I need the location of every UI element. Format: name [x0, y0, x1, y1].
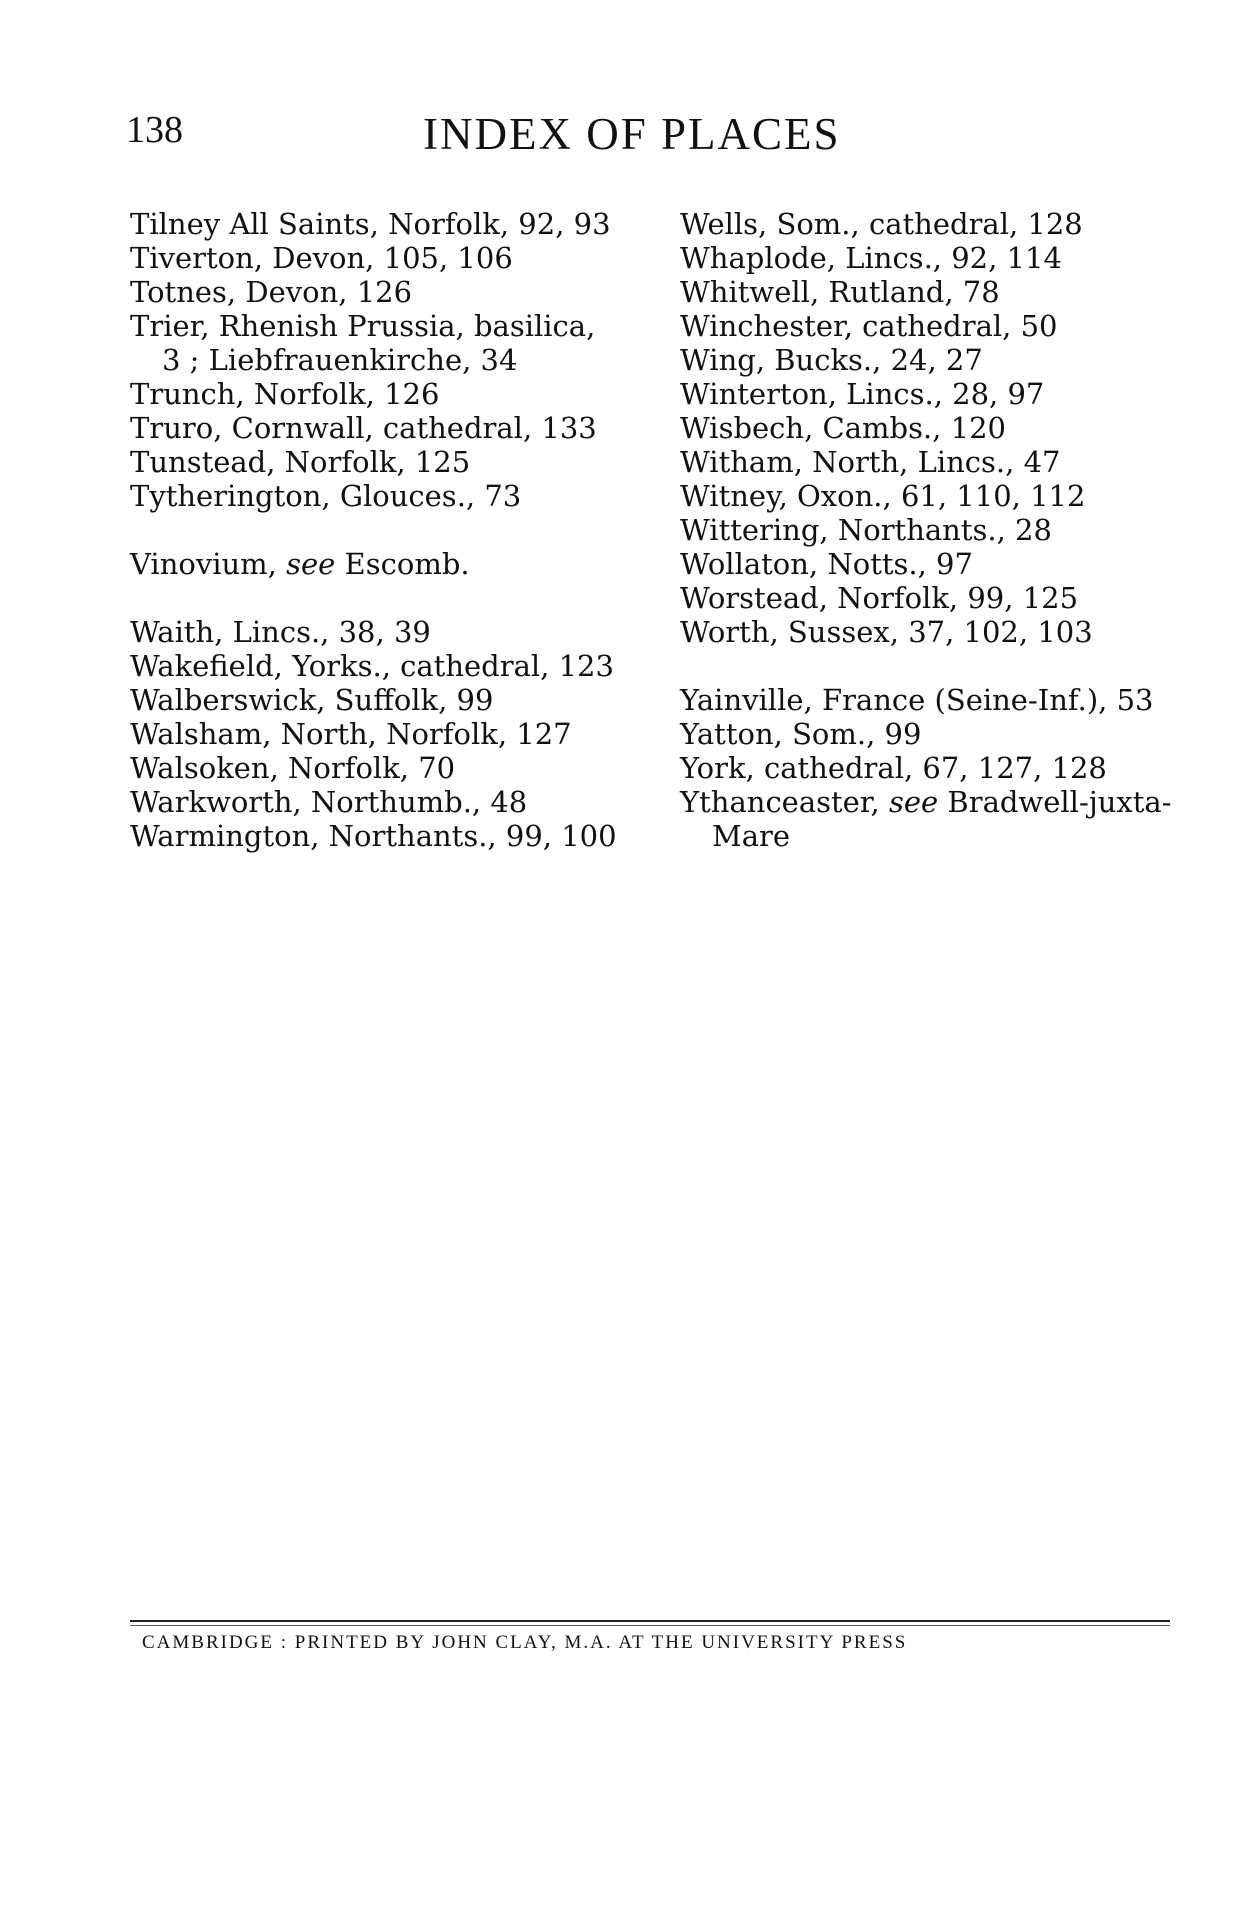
index-entry: Walsham, North, Norfolk, 127: [130, 717, 572, 751]
index-entry: Winchester, cathedral, 50: [680, 309, 1058, 343]
index-entry-ythanceaster: [680, 785, 1172, 819]
index-entry: Yainville, France (Seine-Inf.), 53: [680, 683, 1154, 717]
index-entry-vinovium: [130, 547, 617, 581]
index-column-left: [130, 207, 617, 853]
index-entry-continuation: 3 ; Liebfrauenkirche, 34: [162, 343, 518, 377]
footer-rule-thin: [130, 1625, 1170, 1626]
index-entry: Whitwell, Rutland, 78: [680, 275, 1000, 309]
index-entry: Truro, Cornwall, cathedral, 133: [130, 411, 597, 445]
index-entry: Winterton, Lincs., 28, 97: [680, 377, 1045, 411]
index-entry: Walsoken, Norfolk, 70: [130, 751, 456, 785]
index-column-right: [680, 207, 1172, 853]
index-entry: Tilney All Saints, Norfolk, 92, 93: [130, 207, 611, 241]
index-entry: Wakefield, Yorks., cathedral, 123: [130, 649, 614, 683]
see-reference: see: [286, 547, 336, 581]
index-entry: Worstead, Norfolk, 99, 125: [680, 581, 1079, 615]
index-entry: Trunch, Norfolk, 126: [130, 377, 440, 411]
index-entry: York, cathedral, 67, 127, 128: [680, 751, 1107, 785]
entry-target: Bradwell-juxta-: [938, 785, 1172, 819]
index-entry: Wisbech, Cambs., 120: [680, 411, 1006, 445]
page-number: 138: [126, 109, 183, 151]
index-entry: Wittering, Northants., 28: [680, 513, 1052, 547]
index-entry: Waith, Lincs., 38, 39: [130, 615, 431, 649]
index-entry: Whaplode, Lincs., 92, 114: [680, 241, 1062, 275]
section-gap: [130, 513, 617, 547]
section-gap: [130, 581, 617, 615]
page-header: [126, 108, 1176, 168]
index-entry: Tunstead, Norfolk, 125: [130, 445, 471, 479]
section-gap: [680, 649, 1172, 683]
entry-place: Vinovium,: [130, 547, 287, 581]
entry-place: Ythanceaster,: [680, 785, 889, 819]
index-entry: Witney, Oxon., 61, 110, 112: [680, 479, 1086, 513]
running-title: INDEX OF PLACES: [423, 109, 841, 159]
index-entry: Yatton, Som., 99: [680, 717, 922, 751]
index-entry: Tiverton, Devon, 105, 106: [130, 241, 513, 275]
index-entry: Wing, Bucks., 24, 27: [680, 343, 983, 377]
index-entry: Trier, Rhenish Prussia, basilica,: [130, 309, 596, 343]
index-entry: Warkworth, Northumb., 48: [130, 785, 528, 819]
printer-imprint: CAMBRIDGE : PRINTED BY JOHN CLAY, M.A. AT THE UNIVERSITY PRESS: [142, 1632, 908, 1653]
footer-rule: [130, 1620, 1170, 1622]
see-reference: see: [888, 785, 939, 819]
index-entry: Worth, Sussex, 37, 102, 103: [680, 615, 1093, 649]
index-entry: Wells, Som., cathedral, 128: [680, 207, 1083, 241]
index-entry: Walberswick, Suffolk, 99: [130, 683, 494, 717]
entry-target: Escomb.: [335, 547, 470, 581]
index-entry: Witham, North, Lincs., 47: [680, 445, 1061, 479]
index-entry: Tytherington, Glouces., 73: [130, 479, 522, 513]
index-entry: Totnes, Devon, 126: [130, 275, 413, 309]
index-entry-continuation: Mare: [712, 819, 791, 853]
index-entry: Warmington, Northants., 99, 100: [130, 819, 617, 853]
index-entry: Wollaton, Notts., 97: [680, 547, 973, 581]
